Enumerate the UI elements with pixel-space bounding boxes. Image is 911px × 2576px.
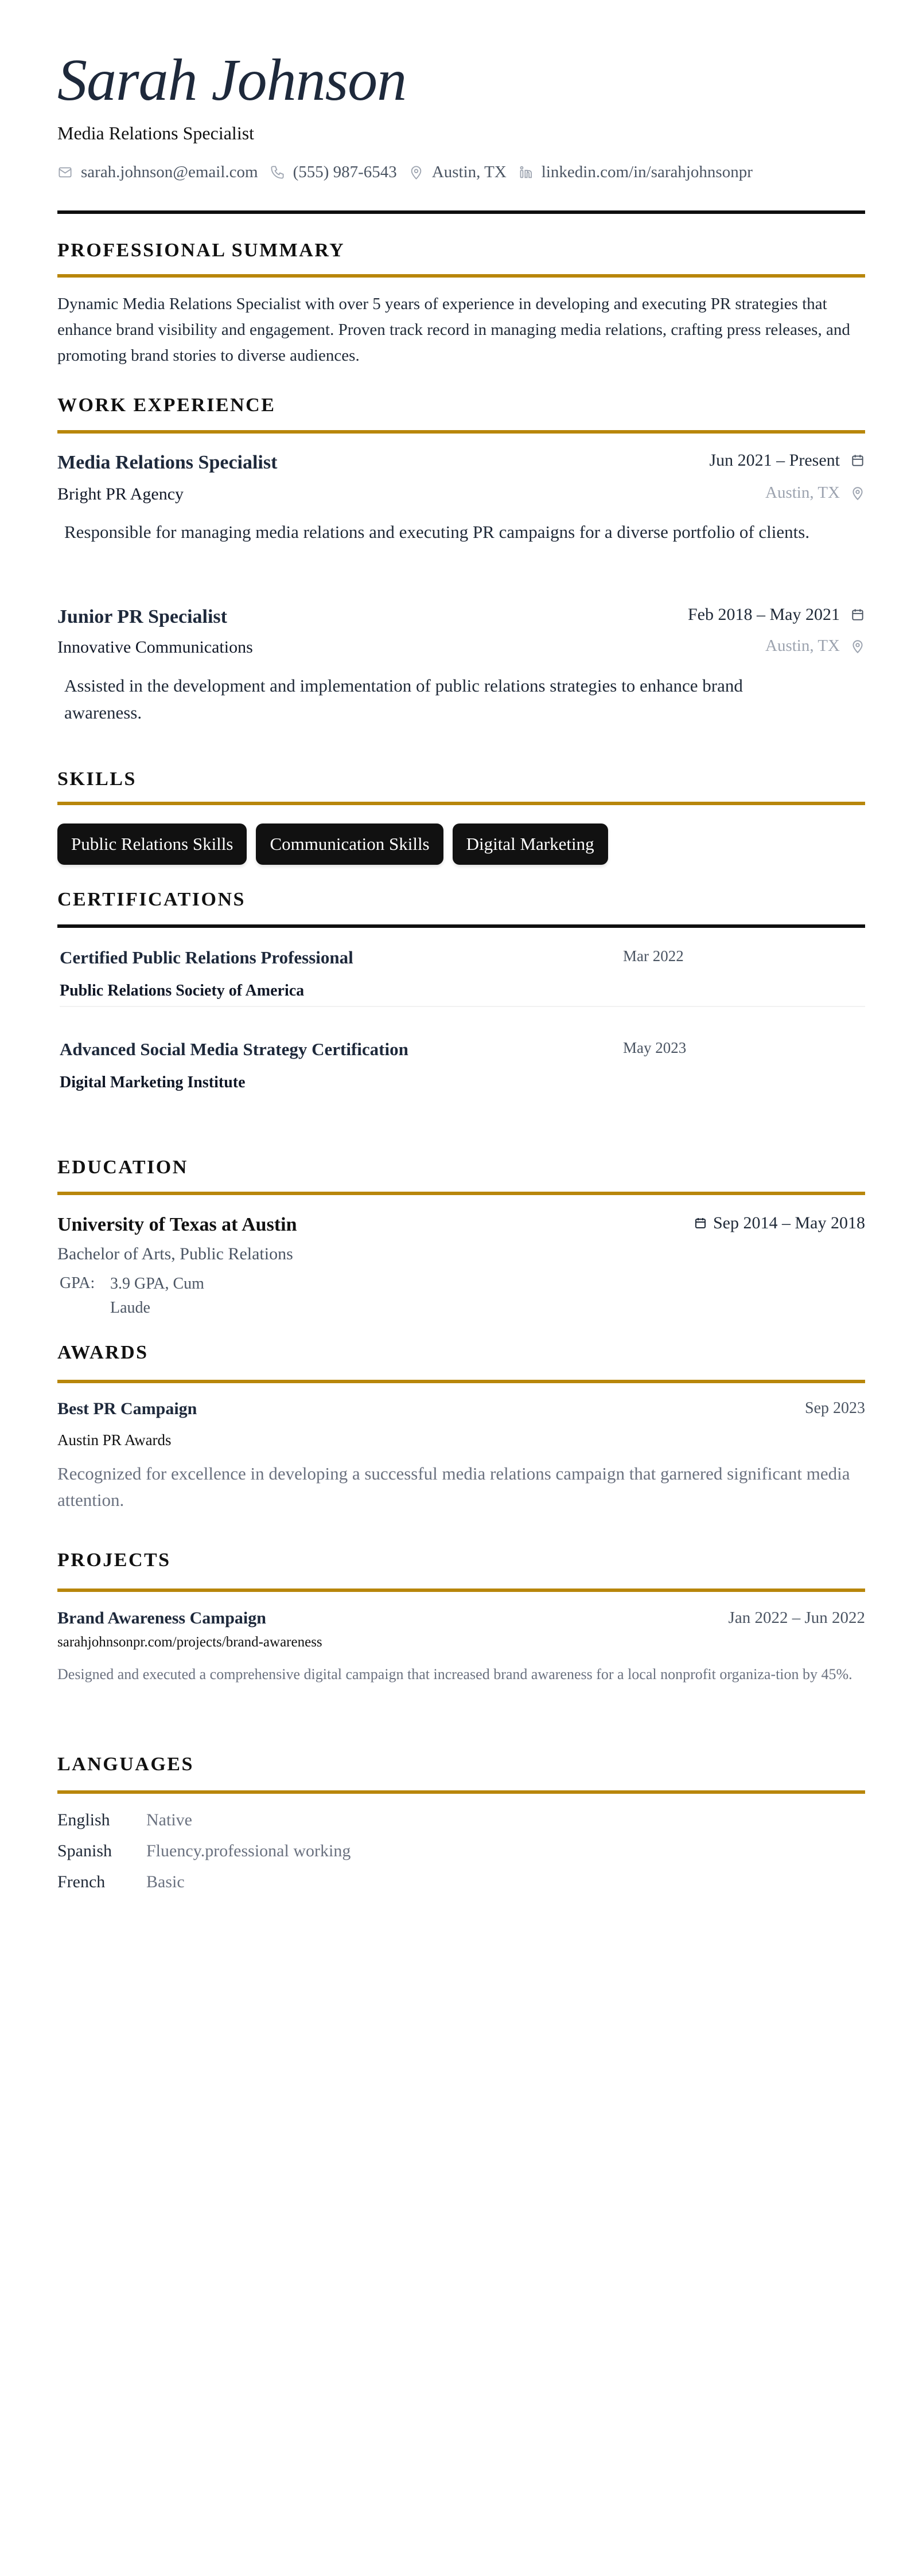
section-heading-projects: PROJECTS — [57, 1549, 171, 1571]
section-heading-languages: LANGUAGES — [57, 1754, 194, 1775]
section-heading-experience: WORK EXPERIENCE — [57, 395, 276, 416]
phone-text: (555) 987-6543 — [293, 163, 397, 181]
job-dates — [688, 605, 865, 625]
section-heading-certifications: CERTIFICATIONS — [57, 889, 246, 910]
job-location — [765, 637, 865, 655]
section-rule-certifications — [57, 924, 865, 928]
map-pin-icon — [408, 165, 424, 180]
language-level: Native — [146, 1810, 192, 1829]
project-dates: Jan 2022 – Jun 2022 — [728, 1609, 865, 1627]
job-description: Assisted in the development and implementation of public relations strategies to enhance brand awareness. — [64, 676, 743, 723]
award-issuer: Austin PR Awards — [57, 1431, 172, 1449]
language-row — [57, 1872, 185, 1892]
education-dates-text: Sep 2014 – May 2018 — [713, 1213, 865, 1232]
section-rule-awards — [57, 1380, 865, 1383]
degree: Bachelor of Arts, Public Relations — [57, 1244, 293, 1263]
contact-phone[interactable] — [270, 163, 397, 182]
cert-issuer: Public Relations Society of America — [60, 982, 305, 1000]
job-description: Responsible for managing media relations and executing PR campaigns for a diverse portfolio of clients. — [64, 522, 810, 542]
job-location — [765, 483, 865, 502]
linkedin-text: linkedin.com/in/sarahjohnsonpr — [541, 163, 753, 181]
calendar-icon — [850, 453, 865, 468]
calendar-icon — [850, 607, 865, 622]
section-rule-skills — [57, 802, 865, 805]
section-heading-skills: SKILLS — [57, 768, 137, 790]
gpa-value: 3.9 GPA, Cum Laude — [110, 1275, 204, 1317]
contact-bar — [57, 163, 764, 182]
award-description: Recognized for excellence in developing a successful media relations campaign that garnered significant media attention. — [57, 1463, 850, 1510]
job-dates-text: Jun 2021 – Present — [709, 451, 840, 470]
map-pin-icon — [850, 639, 865, 654]
cert-divider — [60, 1006, 865, 1007]
project-description: Designed and executed a comprehensive digital campaign that increased brand awareness for a local nonprofit organiza-tion by 45%. — [57, 1666, 852, 1683]
section-rule-summary — [57, 274, 865, 278]
section-heading-summary: PROFESSIONAL SUMMARY — [57, 240, 345, 261]
skill-tag: Communication Skills — [256, 823, 443, 865]
language-row — [57, 1841, 351, 1861]
job-title: Junior PR Specialist — [57, 606, 227, 627]
location-text: Austin, TX — [431, 163, 507, 181]
mail-icon — [57, 165, 73, 180]
gpa-label: GPA: — [60, 1274, 95, 1292]
contact-location — [408, 163, 507, 182]
cert-title: Advanced Social Media Strategy Certification — [60, 1039, 408, 1059]
language-row — [57, 1810, 192, 1830]
linkedin-icon — [518, 165, 534, 180]
calendar-icon — [694, 1216, 707, 1231]
language-level: Fluency.professional working — [146, 1841, 351, 1860]
email-text: sarah.johnson@email.com — [81, 163, 258, 181]
section-rule-projects — [57, 1588, 865, 1592]
language-name: Spanish — [57, 1841, 112, 1860]
award-title: Best PR Campaign — [57, 1399, 197, 1418]
skills-list — [57, 823, 608, 865]
job-title: Media Relations Specialist — [57, 452, 278, 473]
job-company: Bright PR Agency — [57, 485, 184, 504]
job-location-text: Austin, TX — [765, 483, 840, 502]
project-title: Brand Awareness Campaign — [57, 1609, 266, 1627]
candidate-title: Media Relations Specialist — [57, 123, 255, 143]
cert-title: Certified Public Relations Professional — [60, 947, 353, 967]
education-dates — [694, 1213, 865, 1233]
cert-date: Mar 2022 — [623, 947, 684, 965]
language-name: English — [57, 1810, 110, 1829]
section-heading-education: EDUCATION — [57, 1157, 188, 1178]
candidate-name: Sarah Johnson — [57, 47, 407, 113]
job-location-text: Austin, TX — [765, 637, 840, 655]
section-rule-experience — [57, 430, 865, 434]
language-name: French — [57, 1872, 106, 1891]
skill-tag: Digital Marketing — [453, 823, 608, 865]
section-rule-languages — [57, 1790, 865, 1794]
contact-linkedin[interactable] — [518, 163, 753, 182]
cert-date: May 2023 — [623, 1039, 687, 1056]
summary-text: Dynamic Media Relations Specialist with over 5 years of experience in developing and executing PR strategies that enhance brand visibility and engagement. Proven track record in managing media relations, crafting press releases, and promoting brand stories to diverse audiences. — [57, 295, 850, 365]
school-name: University of Texas at Austin — [57, 1214, 297, 1235]
skill-tag: Public Relations Skills — [57, 823, 247, 865]
map-pin-icon — [850, 486, 865, 501]
phone-icon — [270, 165, 285, 180]
cert-issuer: Digital Marketing Institute — [60, 1074, 246, 1091]
job-dates-text: Feb 2018 – May 2021 — [688, 605, 840, 624]
job-dates — [710, 451, 866, 470]
project-url[interactable]: sarahjohnsonpr.com/projects/brand-awareness — [57, 1634, 322, 1650]
section-rule-education — [57, 1192, 865, 1195]
language-level: Basic — [146, 1872, 185, 1891]
section-heading-awards: AWARDS — [57, 1342, 149, 1363]
header-divider — [57, 210, 865, 214]
contact-email[interactable] — [57, 163, 258, 182]
job-company: Innovative Communications — [57, 638, 253, 657]
award-date: Sep 2023 — [805, 1399, 865, 1417]
